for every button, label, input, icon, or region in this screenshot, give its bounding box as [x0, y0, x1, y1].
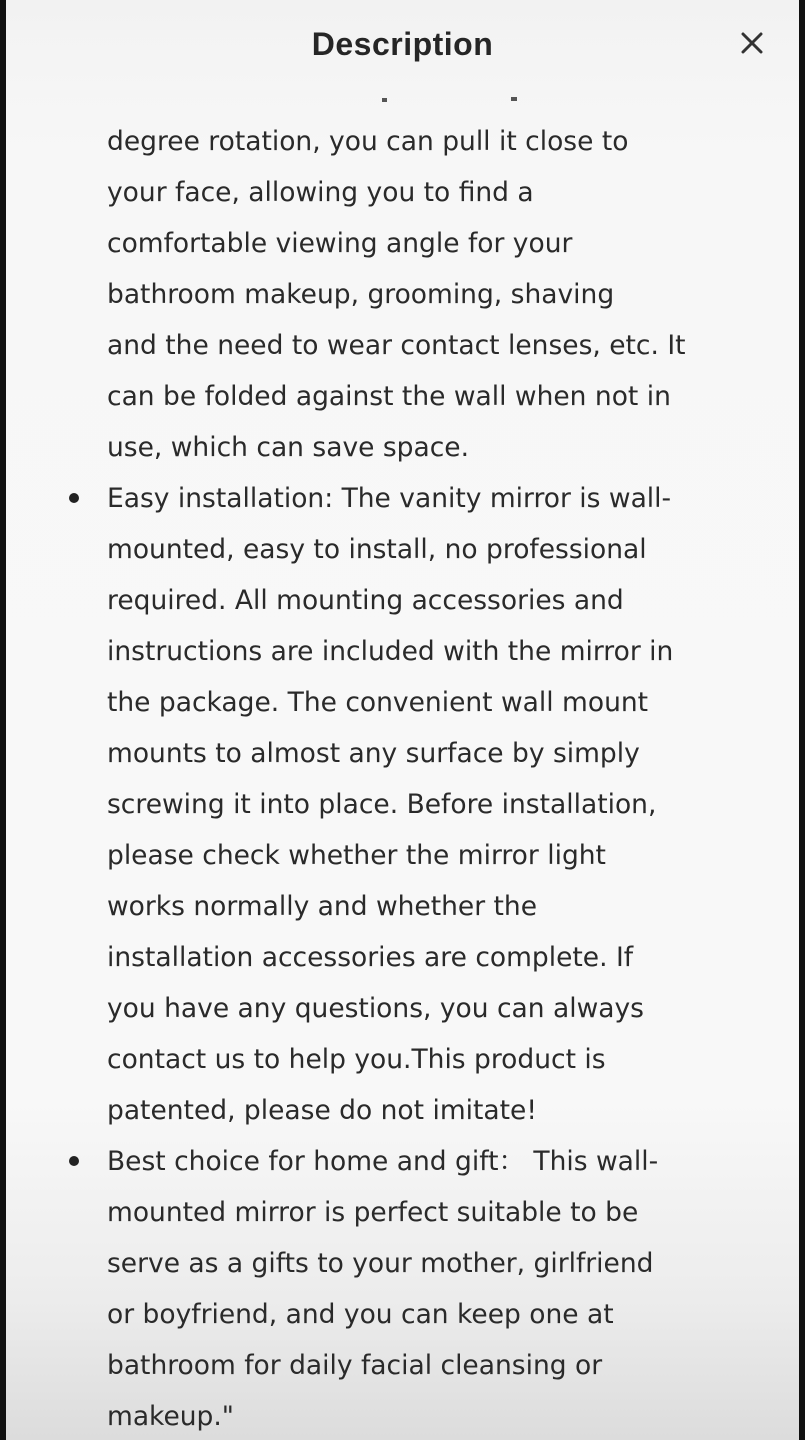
text-line: bathroom makeup, grooming, shaving [107, 279, 615, 310]
feature-item-installation [107, 473, 767, 1136]
text-line: and the need to wear contact lenses, etc. It [107, 330, 686, 361]
text-line: mounted, easy to install, no professional [107, 534, 647, 565]
sheet-header [6, 0, 799, 92]
text-line: can be folded against the wall when not in [107, 381, 671, 412]
text-line: screwing it into place. Before installation, [107, 789, 657, 820]
text-line: or boyfriend, and you can keep one at [107, 1299, 614, 1330]
text-line: contact us to help you.This product is [107, 1044, 606, 1075]
description-intro [107, 116, 767, 473]
description-sheet [6, 0, 799, 1440]
text-line: Best choice for home and gift： This wall- [107, 1146, 659, 1177]
clipped-text-remnants [6, 96, 799, 106]
text-line: comfortable viewing angle for your [107, 228, 573, 259]
text-line: the package. The convenient wall mount [107, 687, 649, 718]
text-line: installation accessories are complete. If [107, 942, 634, 973]
text-line: mounts to almost any surface by simply [107, 738, 640, 769]
text-line: you have any questions, you can always [107, 993, 644, 1024]
text-line: Easy installation: The vanity mirror is wall- [107, 483, 672, 514]
text-line: required. All mounting accessories and [107, 585, 624, 616]
text-line: instructions are included with the mirror in [107, 636, 674, 667]
text-line: use, which can save space. [107, 432, 470, 463]
feature-list [6, 473, 799, 1440]
close-icon [735, 26, 769, 60]
text-line: mounted mirror is perfect suitable to be [107, 1197, 639, 1228]
text-line: bathroom for daily facial cleansing or [107, 1350, 603, 1381]
text-line: makeup." [107, 1401, 234, 1432]
close-button[interactable] [735, 26, 769, 60]
text-line: degree rotation, you can pull it close to [107, 126, 629, 157]
bullet-icon [69, 493, 79, 503]
text-line: works normally and whether the [107, 891, 538, 922]
text-line: patented, please do not imitate! [107, 1095, 537, 1126]
bullet-icon [69, 1156, 79, 1166]
feature-item-gift [107, 1136, 767, 1440]
text-line: your face, allowing you to find a [107, 177, 534, 208]
sheet-title: Description [311, 26, 494, 62]
text-line: serve as a gifts to your mother, girlfriend [107, 1248, 654, 1279]
description-body [6, 116, 799, 1440]
text-line: please check whether the mirror light [107, 840, 606, 871]
